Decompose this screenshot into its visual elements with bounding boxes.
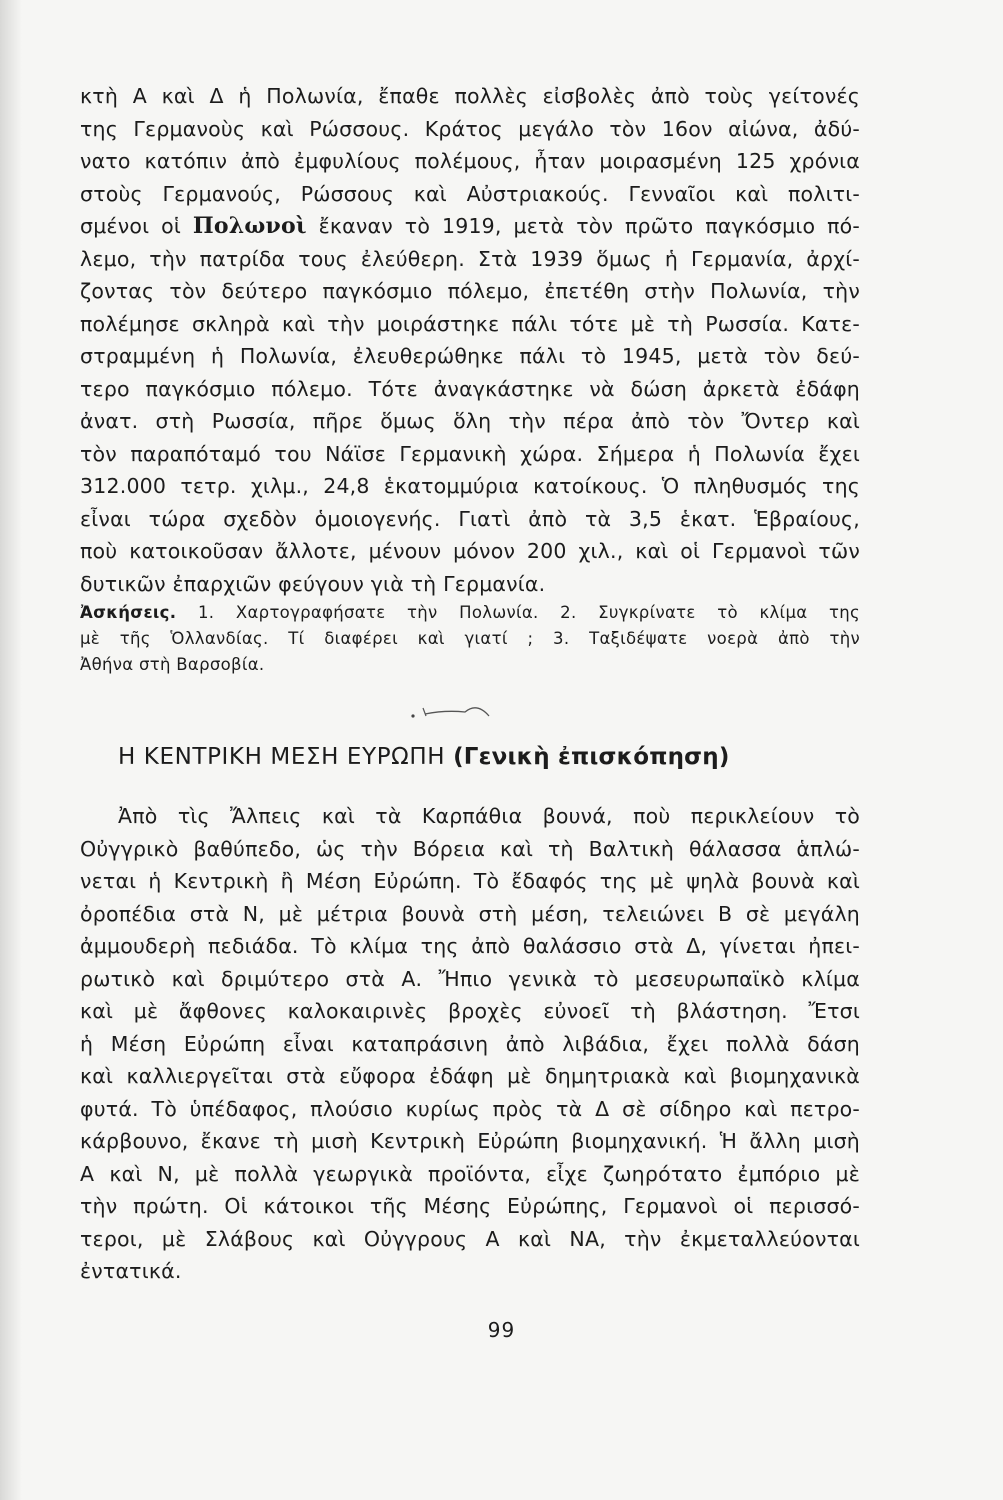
text-line: τὴν πρώτη. Οἱ κάτοικοι τῆς Μέσης Εὐρώπης, Γερμανοὶ οἱ περισσό- xyxy=(80,1194,860,1218)
text-line: φυτά. Τὸ ὑπέδαφος, πλούσιο κυρίως πρὸς τὰ Δ σὲ σίδηρο καὶ πετρο- xyxy=(80,1096,860,1121)
text-fragment: σμένοι οἱ xyxy=(80,214,182,238)
text-line: Α καὶ Ν, μὲ πολλὰ γεωργικὰ προϊόντα, εἶχε ζωηρότατο ἐμπόριο μὲ xyxy=(80,1161,860,1186)
text-line-with-bold xyxy=(80,210,860,243)
text-line: νεται ἡ Κεντρικὴ ἢ Μέση Εὐρώπη. Τὸ ἔδαφός της μὲ ψηλὰ βουνὰ καὶ xyxy=(80,869,860,893)
text-line: ἀμμουδερὴ πεδιάδα. Τὸ κλίμα της ἀπὸ θαλάσσιο στὰ Δ, γίνεται ἠπει- xyxy=(80,934,860,958)
text-line: καὶ καλλιεργεῖται στὰ εὔφορα ἐδάφη μὲ δημητριακὰ καὶ βιομηχανικὰ xyxy=(80,1064,860,1088)
pencil-mark-icon xyxy=(395,700,525,740)
text-line: κάρβουνο, ἔκανε τὴ μισὴ Κεντρικὴ Εὐρώπη βιομηχανική. Ἡ ἄλλη μισὴ xyxy=(80,1129,860,1153)
page-edge xyxy=(0,0,22,1500)
exercise-line xyxy=(80,600,860,626)
section-subtitle: (Γενικὴ ἐπισκόπηση) xyxy=(453,744,730,770)
text-line: λεμο, τὴν πατρίδα τους ἐλεύθερη. Στὰ 1939 ὅμως ἡ Γερμανία, ἀρχί- xyxy=(80,246,860,271)
paragraph-central-europe xyxy=(80,800,860,1288)
bold-word-polonoi: Πολωνοὶ xyxy=(192,213,307,239)
text-line: ἡ Μέση Εὐρώπη εἶναι καταπράσινη ἀπὸ λιβάδια, ἔχει πολλὰ δάση xyxy=(80,1031,860,1056)
text-line: ὀροπέδια στὰ Ν, μὲ μέτρια βουνὰ στὴ μέση, τελειώνει Β σὲ μεγάλη xyxy=(80,901,860,926)
page-number: 99 xyxy=(487,1318,516,1342)
text-line: ποὺ κατοικοῦσαν ἄλλοτε, μένουν μόνον 200 χιλ., καὶ οἱ Γερμανοὶ τῶν xyxy=(80,539,860,563)
text-line: Οὐγγρικὸ βαθύπεδο, ὡς τὴν Βόρεια καὶ τὴ Βαλτικὴ θάλασσα ἁπλώ- xyxy=(80,836,860,861)
section-title: Η ΚΕΝΤΡΙΚΗ ΜΕΣΗ ΕΥΡΩΠΗ xyxy=(118,744,446,770)
text-line: Ἀπὸ τὶς Ἄλπεις καὶ τὰ Καρπάθια βουνά, ποὺ περικλείουν τὸ xyxy=(118,804,860,828)
text-line: ἐντατικά. xyxy=(80,1259,182,1283)
text-line: ρωτικὸ καὶ δριμύτερο στὰ Α. Ἤπιο γενικὰ τὸ μεσευρωπαϊκὸ κλίμα xyxy=(80,966,860,991)
exercise-text: 1. Χαρτογραφήσατε τὴν Πολωνία. 2. Συγκρίνατε τὸ κλίμα της xyxy=(197,603,861,622)
text-line: τερο παγκόσμιο πόλεμο. Τότε ἀναγκάστηκε νὰ δώση ἀρκετὰ ἐδάφη xyxy=(80,376,860,401)
text-line: δυτικῶν ἐπαρχιῶν φεύγουν γιὰ τὴ Γερμανία. xyxy=(80,571,546,596)
text-line: 312.000 τετρ. χιλμ., 24,8 ἑκατομμύρια κατοίκους. Ὁ πληθυσμός της xyxy=(80,474,860,498)
text-line: πολέμησε σκληρὰ καὶ τὴν μοιράστηκε πάλι τότε μὲ τὴ Ρωσσία. Κατε- xyxy=(80,311,860,336)
text-line: καὶ μὲ ἄφθονες καλοκαιρινὲς βροχὲς εὐνοεῖ τὴ βλάστηση. Ἔτσι xyxy=(80,999,860,1023)
text-line: κτὴ Α καὶ Δ ἡ Πολωνία, ἔπαθε πολλὲς εἰσβολὲς ἀπὸ τοὺς γείτονές xyxy=(80,84,860,108)
text-line: της Γερμανοὺς καὶ Ρώσσους. Κράτος μεγάλο τὸν 16ον αἰώνα, ἀδύ- xyxy=(80,116,860,141)
exercise-line: Ἀθήνα στὴ Βαρσοβία. xyxy=(80,655,265,674)
text-line: τεροι, μὲ Σλάβους καὶ Οὐγγρους Α καὶ ΝΑ, τὴν ἐκμεταλλεύονται xyxy=(80,1226,860,1251)
text-line: εἶναι τώρα σχεδὸν ὁμοιογενής. Γιατὶ ἀπὸ τὰ 3,5 ἑκατ. Ἑβραίους, xyxy=(80,506,860,531)
section-heading xyxy=(118,740,838,774)
exercises-block xyxy=(80,600,860,678)
text-line: στραμμένη ἡ Πολωνία, ἐλευθερώθηκε πάλι τὸ 1945, μετὰ τὸν δεύ- xyxy=(80,344,860,368)
exercise-line: μὲ τῆς Ὁλλανδίας. Τί διαφέρει καὶ γιατί ; 3. Ταξιδέψατε νοερὰ ἀπὸ τὴν xyxy=(80,629,860,648)
text-line: ζοντας τὸν δεύτερο παγκόσμιο πόλεμο, ἐπετέθη στὴν Πολωνία, τὴν xyxy=(80,279,860,303)
paragraph-poland xyxy=(80,80,860,600)
text-line: στοὺς Γερμανούς, Ρώσσους καὶ Αὐστριακούς. Γενναῖοι καὶ πολιτι- xyxy=(80,181,860,206)
text-line: ἀνατ. στὴ Ρωσσία, πῆρε ὅμως ὅλη τὴν πέρα ἀπὸ τὸν Ὄντερ καὶ xyxy=(80,409,860,433)
text-line: νατο κατόπιν ἀπὸ ἐμφυλίους πολέμους, ἦταν μοιρασμένη 125 χρόνια xyxy=(80,149,860,173)
exercises-label: Ἀσκήσεις. xyxy=(80,603,177,622)
text-fragment: ἔκαναν τὸ 1919, μετὰ τὸν πρῶτο παγκόσμιο πό- xyxy=(318,214,860,238)
text-line: τὸν παραπόταμό του Νάϊσε Γερμανικὴ χώρα. Σήμερα ἡ Πολωνία ἔχει xyxy=(80,441,860,466)
